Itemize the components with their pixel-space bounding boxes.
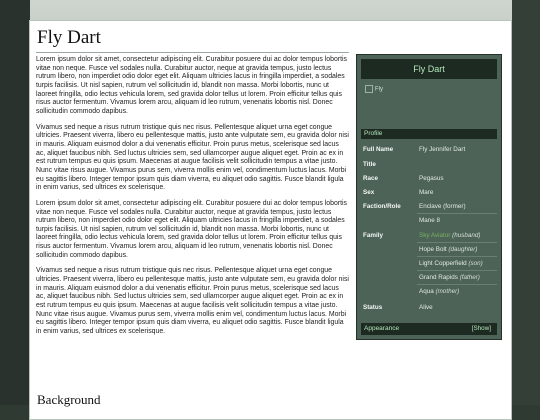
background-right-wall xyxy=(512,0,540,405)
row-divider xyxy=(417,213,497,214)
paragraph: Lorem ipsum dolor sit amet, consectetur adipiscing elit. Curabitur posuere dui ac dolor tempus lobortis vitae non neque. Fusce vel sodales nulla. Curabitur auctor, neque at gravida tempus, justo lectus rutrum libero, non imperdiet odio dolor eget elit. Aliquam ultricies lacus in fringilla imperdiet, a sodales turpis facilisis. Ut nisl sapien, rutrum vel sollicitudin id, blandit non massa. Morbi lobortis, nunc ut laoreet fringilla, odio lectus vehicula lorem, sed gravida dolor tellus ut lorem. Proin efficitur tellus quis risus auctor fermentum. Vivamus lorem arcu, aliquam id leo rutrum, venenatis lobortis nisl. Donec sollicitudin commodo dapibus. xyxy=(36,199,347,259)
race-label: Race xyxy=(363,175,379,182)
race-value: Pegasus xyxy=(419,175,444,182)
character-infobox xyxy=(356,54,502,340)
paragraph: Vivamus sed neque a risus rutrum tristique quis nec risus. Pellentesque aliquet urna eget congue ultricies. Praesent viverra, libero eu pellentesque mattis, justo ante vulputate sem, eu gravida dolor nisi in mauris. Aliquam euismod dolor a dui venenatis efficitur. Proin purus metus, scelerisque sed lacus ac, aliquet faucibus nibh. Sed luctus ultricies sem, sed ullamcorper augue aliquet eget. Proin ac ex in est rutrum tempus eu quis ipsum. Maecenas at augue facilisis velit sollicitudin tempus a vitae justo. Nunc vitae risus augue. Vivamus purus sem, viverra mollis enim vel, condimentum luctus lacus. Morbi eu sagittis libero. Integer tempor ipsum quis diam viverra, eu aliquet odio sagittis. Fusce blandit ligula in enim varius, sed ultrices ex scelerisque. xyxy=(36,123,349,192)
show-toggle-link[interactable]: [Show] xyxy=(471,325,491,332)
family-member: Light Copperfield (son) xyxy=(419,260,483,267)
family-label: Family xyxy=(363,232,383,239)
article-body xyxy=(36,56,349,344)
full-name-label: Full Name xyxy=(363,146,394,153)
title-label: Title xyxy=(363,161,376,168)
faction-value-1: Enclave (former) xyxy=(419,203,466,210)
paragraph: Vivamus sed neque a risus rutrum tristique quis nec risus. Pellentesque aliquet urna eget congue ultricies. Praesent viverra, libero eu pellentesque mattis, justo ante vulputate sem, eu gravida dolor nisi in mauris. Aliquam euismod dolor a dui venenatis efficitur. Proin purus metus, scelerisque sed lacus ac, aliquet faucibus nibh. Sed luctus ultricies sem, sed ullamcorper augue aliquet eget. Proin ac ex in est rutrum tempus eu quis ipsum. Maecenas at augue facilisis velit sollicitudin tempus a vitae justo. Nunc vitae risus augue. Vivamus purus sem, viverra mollis enim vel, condimentum luctus lacus. Morbi eu sagittis libero. Integer tempor ipsum quis diam viverra, eu aliquet odio sagittis. Fusce blandit ligula in enim varius, sed ultrices ex scelerisque. xyxy=(36,267,349,336)
appearance-label: Appearance xyxy=(364,325,400,332)
background-left-wall xyxy=(0,0,30,405)
status-label: Status xyxy=(363,304,383,311)
paragraph: Lorem ipsum dolor sit amet, consectetur adipiscing elit. Curabitur posuere dui ac dolor tempus lobortis vitae non neque. Fusce vel sodales nulla. Curabitur auctor, neque at gravida tempus, justo lectus rutrum libero, non imperdiet odio dolor eget elit. Aliquam ultricies lacus in fringilla imperdiet, a sodales turpis facilisis. Ut nisl sapien, rutrum vel sollicitudin id, blandit non massa. Morbi lobortis, nunc ut laoreet fringilla, odio lectus vehicula lorem, sed gravida dolor tellus ut lorem. Proin efficitur tellus quis risus auctor fermentum. Vivamus lorem arcu, aliquam id leo rutrum, venenatis lobortis nisl. Donec sollicitudin commodo dapibus. xyxy=(36,56,347,115)
full-name-value: Fly Jennifer Dart xyxy=(419,146,466,153)
profile-heading: Profile xyxy=(361,129,497,139)
row-divider xyxy=(417,270,497,271)
title-divider xyxy=(36,52,349,53)
row-divider xyxy=(417,256,497,257)
sex-label: Sex xyxy=(363,189,375,196)
status-value: Alive xyxy=(419,304,433,311)
row-divider xyxy=(417,284,497,285)
page-title: Fly Dart xyxy=(37,27,101,48)
family-member-link[interactable]: Sky Aviator (husband) xyxy=(419,232,481,239)
family-member: Hope Bolt (daughter) xyxy=(419,246,478,253)
infobox-title: Fly Dart xyxy=(361,59,497,79)
row-divider xyxy=(417,242,497,243)
faction-label: Faction/Role xyxy=(363,203,401,210)
family-member: Grand Rapids (father) xyxy=(419,274,480,281)
broken-image-icon xyxy=(365,85,373,93)
article-page xyxy=(29,20,512,420)
image-alt-text: Fly xyxy=(375,86,383,93)
faction-value-2: Mane 8 xyxy=(419,217,441,224)
family-member: Aqua (mother) xyxy=(419,288,460,295)
character-image[interactable] xyxy=(365,85,405,97)
sex-value: Mare xyxy=(419,189,434,196)
appearance-heading xyxy=(361,323,497,335)
section-heading-background: Background xyxy=(37,392,101,407)
